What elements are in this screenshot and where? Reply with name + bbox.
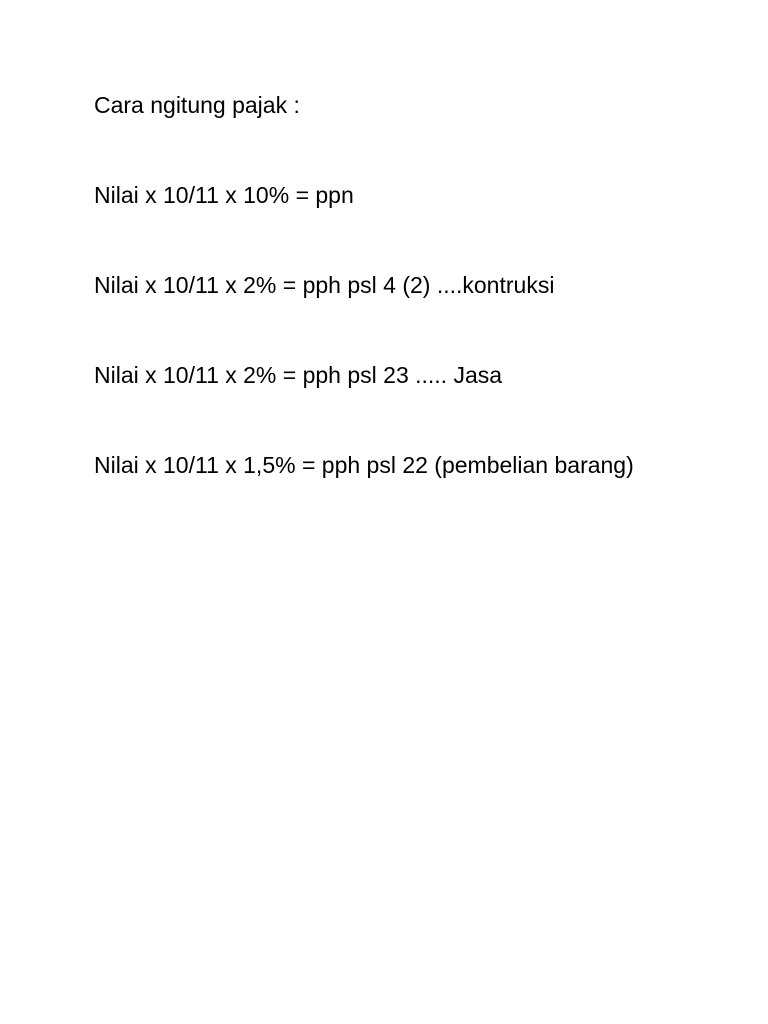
formula-line-pph-psl-23: Nilai x 10/11 x 2% = pph psl 23 ..... Jasa: [94, 362, 503, 388]
document-title: Cara ngitung pajak :: [94, 92, 300, 118]
formula-line-pph-psl-4: Nilai x 10/11 x 2% = pph psl 4 (2) ....kontruksi: [94, 272, 555, 298]
document-body: [94, 88, 654, 538]
formula-line-pph-psl-22: Nilai x 10/11 x 1,5% = pph psl 22 (pembelian barang): [94, 452, 634, 478]
formula-line-ppn: Nilai x 10/11 x 10% = ppn: [94, 182, 354, 208]
